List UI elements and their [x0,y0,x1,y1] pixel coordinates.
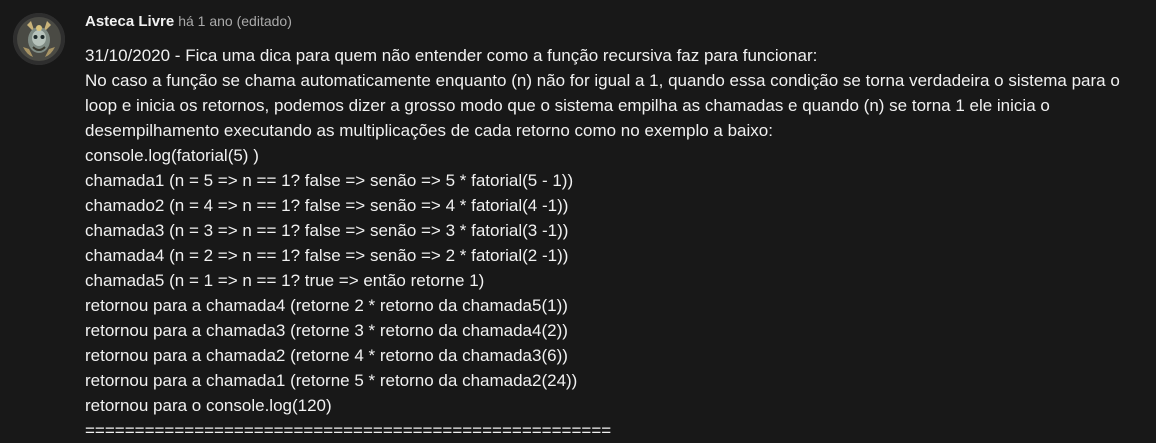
comment-body [85,13,1156,443]
comment-text [85,43,1156,443]
comment-timestamp[interactable]: há 1 ano (editado) [178,13,292,29]
code-line: chamada5 (n = 1 => n == 1? true => então retorne 1) [85,271,485,290]
comment-paragraph: No caso a função se chama automaticamente enquanto (n) não for igual a 1, quando essa condição se torna verdadeira o sistema para o loop e inicia os retornos, podemos dizer a grosso modo que o sistema empilha as chamadas e quando (n) se torna 1 ele inicia o desempilhamento executando as multiplicações de cada retorno como no exemplo a baixo: [85,71,1120,140]
code-line: retornou para a chamada1 (retorne 5 * retorno da chamada2(24)) [85,371,578,390]
code-line: chamada4 (n = 2 => n == 1? false => senão => 2 * fatorial(2 -1)) [85,246,569,265]
comment-header [85,13,1156,35]
code-line: retornou para a chamada4 (retorne 2 * retorno da chamada5(1)) [85,296,568,315]
avatar-icon [13,13,65,65]
avatar[interactable] [13,13,65,65]
code-line: console.log(fatorial(5) ) [85,146,259,165]
code-line: retornou para o console.log(120) [85,396,332,415]
code-line: retornou para a chamada3 (retorne 3 * retorno da chamada4(2)) [85,321,568,340]
code-line: chamado2 (n = 4 => n == 1? false => senão => 4 * fatorial(4 -1)) [85,196,569,215]
author-name[interactable]: Asteca Livre [85,13,175,30]
comment-line: 31/10/2020 - Fica uma dica para quem não entender como a função recursiva faz para funcionar: [85,46,818,65]
separator-line: ===================================================== [85,421,612,440]
code-line: retornou para a chamada2 (retorne 4 * retorno da chamada3(6)) [85,346,568,365]
code-line: chamada3 (n = 3 => n == 1? false => senão => 3 * fatorial(3 -1)) [85,221,569,240]
code-line: chamada1 (n = 5 => n == 1? false => senão => 5 * fatorial(5 - 1)) [85,171,574,190]
